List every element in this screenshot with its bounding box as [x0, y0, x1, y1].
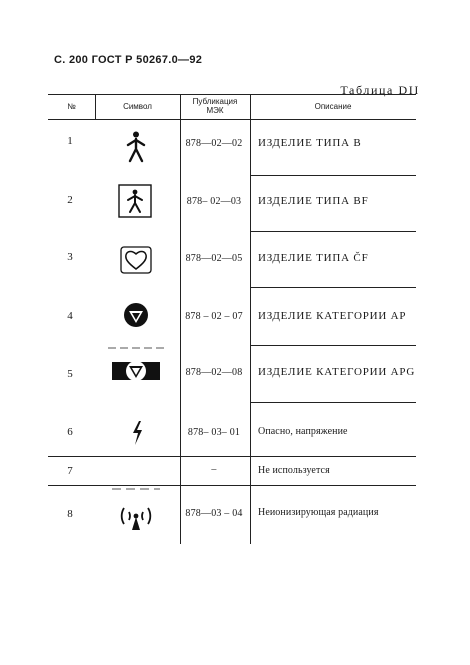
- description: Опасно, напряжение: [258, 426, 348, 437]
- pub-code: 878—02—05: [185, 253, 243, 264]
- pub-code: 878—03 – 04: [185, 508, 243, 519]
- pub-code: 878– 03– 01: [187, 427, 241, 438]
- type-bf-boxed-person-icon: [118, 184, 152, 218]
- page-header: С. 200 ГОСТ Р 50267.0—92: [54, 54, 203, 66]
- row-divider: [48, 485, 416, 486]
- pub-code: 878—02—08: [185, 367, 243, 378]
- col-header-num: №: [67, 102, 76, 111]
- pub-code: 878– 02—03: [186, 196, 242, 207]
- pub-code: 878—02—02: [185, 138, 243, 149]
- row-divider: [250, 402, 416, 403]
- table-title: Таблица DII: [340, 83, 420, 97]
- row-number: 7: [67, 465, 73, 477]
- category-apg-band-icon: [108, 346, 164, 382]
- category-ap-circle-icon: [123, 302, 149, 328]
- row-number: 6: [67, 426, 73, 438]
- type-b-person-icon: [124, 131, 148, 163]
- col-header-pub: [180, 97, 250, 115]
- row-number: 8: [67, 508, 73, 520]
- non-ionizing-radiation-icon: [112, 486, 160, 532]
- row-number: 2: [67, 194, 73, 206]
- row-number: 5: [67, 368, 73, 380]
- description: ИЗДЕЛИЕ ТИПА BF: [258, 195, 369, 207]
- column-divider: [250, 94, 251, 544]
- row-divider: [250, 231, 416, 232]
- column-divider: [180, 94, 181, 544]
- header-bottom-rule: [48, 119, 416, 120]
- row-divider: [48, 456, 416, 457]
- description: ИЗДЕЛИЕ КАТЕГОРИИ AP: [258, 310, 407, 322]
- description: Не используется: [258, 465, 330, 476]
- row-number: 4: [67, 310, 73, 322]
- pub-code: 878 – 02 – 07: [185, 311, 243, 322]
- col-header-desc: Описание: [314, 102, 352, 111]
- description: ИЗДЕЛИЕ ТИПА В: [258, 137, 362, 149]
- table-top-rule: [48, 94, 416, 95]
- row-number: 1: [67, 135, 73, 147]
- description: ИЗДЕЛИЕ ТИПА ČF: [258, 252, 369, 264]
- col-header-pub-line2: МЭК: [206, 106, 224, 115]
- col-header-pub-line1: Публикация: [192, 97, 238, 106]
- row-number: 3: [67, 251, 73, 263]
- row-divider: [250, 175, 416, 176]
- description: ИЗДЕЛИЕ КАТЕГОРИИ APG: [258, 366, 416, 378]
- description: Неионизирующая радиация: [258, 507, 379, 518]
- type-cf-heart-icon: [120, 246, 152, 274]
- pub-code: –: [211, 464, 217, 475]
- col-header-symbol: Символ: [123, 102, 152, 111]
- lightning-icon: [130, 420, 144, 446]
- row-divider: [250, 287, 416, 288]
- row-divider: [250, 345, 416, 346]
